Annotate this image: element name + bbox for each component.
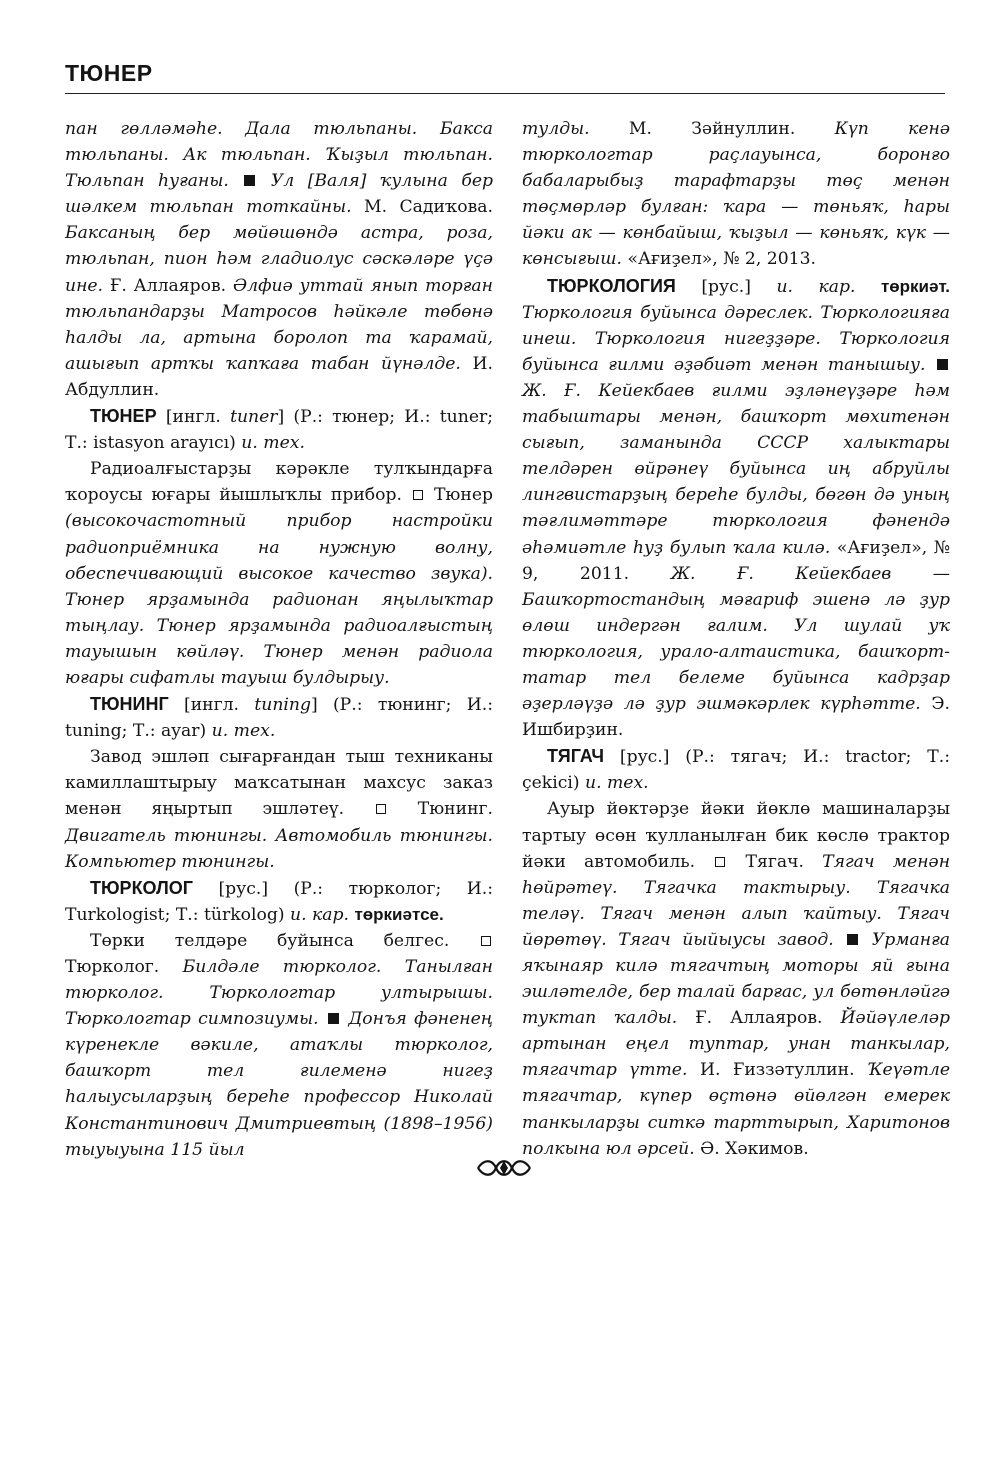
empty-square-icon: [481, 936, 491, 946]
empty-square-icon: [376, 804, 386, 814]
entry-tyagach-body: Ауыр йөктәрҙе йәки йөклө машиналарҙы тартыу өсөн ҡулланылған бик көслө трактор йәки автомобиль. Тягач. Тягач менән һөйрәтеү. Тягачка тактырыу. Тягачка теләү. Тягач менән алып ҡайтыу. Тягач йөрөтөү. Тягач йыйыусы завод. Урманға яҡынаяр килә тягачтың моторы яй ғына эшләтелде, бер талай барғас, ул бөтөнләйгә туктап ҡалды. Ғ. Аллаяров. Йәйәүлеләр артынан еңел туптар, унан танкылар, тягачтар үтте. И. Ғиззәтуллин. Ҡеүәтле тягачтар, күпер өҫтөнә өйөлгән емерек танкыларҙы ситкә тарттырып, Харитонов полкына юл әрсей. Ә. Хәкимов.: [522, 799, 951, 1159]
citation: Урманға яҡынаяр килә тягачтың моторы яй ғына эшләтелде, бер талай барғас, ул бөтөнләйгә туктап ҡалды.: [522, 929, 951, 1029]
examples: Тягач менән һөйрәтеү. Тягачка тактырыу. Тягачка теләү. Тягач менән алып ҡайтыу. Тягач йөрөтөү. Тягач йыйыусы завод.: [522, 851, 951, 950]
examples: Билдәле тюрколог. Танылған тюрколог. Тюркологтар ултырышы. Тюркологтар симпозиумы.: [65, 957, 493, 1030]
bashkir-equivalent: төркиәт.: [880, 276, 951, 296]
ornament-icon: [476, 1155, 532, 1181]
headword: ТЮРКОЛОГИЯ: [547, 275, 676, 296]
examples: Двигатель тюнингы. Автомобиль тюнингы. Компьютер тюнингы.: [65, 825, 493, 872]
entry-tyuning-body: Завод эшләп сығарғандан тыш техниканы камиллаштырыу маҡсатынан махсус заказ менән яңыртып эшләтеү. Тюнинг. Двигатель тюнингы. Автомобиль тюнингы. Компьютер тюнингы.: [65, 747, 493, 872]
entry-tyuner-body: Радиоалғыстарҙы кәрәкле тулҡындарға ҡороусы юғары йышлыҡлы прибор. Тюнер (высокочастотный прибор настройки радиоприёмника на нужную волну, обеспечивающий высокое качество звука). Тюнер ярҙамында радионан яңылыҡтар тыңлау. Тюнер ярҙамында радиоалғыстың тауышын көйләү. Тюнер менән радиола юғары сифатлы тауыш булдырыу.: [65, 459, 493, 688]
empty-square-icon: [413, 490, 423, 500]
grammar-marks: и. тех.: [211, 721, 276, 742]
headword: ТЮНЕР: [90, 406, 157, 427]
headword: ТЮНИНГ: [90, 694, 169, 715]
entry-continuation: тулды. М. Зәйнуллин. Күп кенә тюркологтар раҫлауынса, боронғо бабаларыбыҙ тарафтарҙы төҫ менән төҫмөрләр булған: ҡара — төньяҡ, һары йәки ак — көнбайыш, ҡыҙыл — көньяҡ, күк — көнсығыш. «Ағиҙел», № 2, 2013.: [522, 119, 950, 270]
citation: Йәйәүлеләр артынан еңел туптар, унан танкылар, тягачтар үтте.: [522, 1008, 950, 1081]
left-column: [65, 116, 493, 1163]
entry-tyurkolog-body: Төрки телдәре буйынса белгес. Тюрколог. Билдәле тюрколог. Танылған тюрколог. Тюркологтар ултырышы. Тюркологтар симпозиумы. Донъя фәненең күренекле вәкиле, атаҡлы тюрколог, башҡорт тел ғилеменә нигеҙ һалыусыларҙың береһе профессор Николай Константинович Дмитриевтың (1898–1956) тыуыуына 115 йыл: [65, 930, 494, 1160]
citation: Донъя фәненең күренекле вәкиле, атаҡлы тюрколог, башҡорт тел ғилеменә нигеҙ һалыусыларҙың береһе профессор Николай Константинович Дмитриевтың (1898–1956) тыуыуына 115 йыл: [65, 1009, 494, 1160]
headword: ТЯГАЧ: [547, 746, 605, 767]
entry-tyurkologiya: ТЮРКОЛОГИЯ [рус.] и. кар. төркиәт. Тюркология буйынса дәреслек. Тюркологияға инеш. Тюркология нигеҙҙәре. Тюркология буйынса ғилми әҙәбиәт менән танышыу. Ж. Ғ. Кейекбаев ғилми эҙләнеүҙәре һәм табыштары менән, башҡорт мөхитенән сығып, заманында СССР халыктары телдәрен өйрәнеү буйынса иң абруйлы лингвистарҙың береһе булды, бөгөн дә уның тәғлимәттәре тюркология фәнендә әһәмиәтле һуҙ булып ҡала килә. «Ағиҙел», № 9, 2011. Ж. Ғ. Кейекбаев — Башҡортостандың мәғариф эшенә лә ҙур өлөш индергән ғалим. Ул шулай уҡ тюркология, урало-алтаистика, башҡорт-татар тел белеме буйынса кадрҙар әҙерләүҙә лә ҙур эшмәкәрлек күрһәтте. Э. Ишбирҙин.: [522, 275, 951, 741]
citation: Ж. Ғ. Кейекбаев ғилми эҙләнеүҙәре һәм табыштары менән, башҡорт мөхитенән сығып, заманында СССР халыктары телдәрен өйрәнеү буйынса иң абруйлы лингвистарҙың береһе булды, бөгөн дә уның тәғлимәттәре тюркология фәнендә әһәмиәтле һуҙ булып ҡала килә.: [522, 380, 950, 558]
grammar-marks: и. тех.: [585, 773, 649, 794]
empty-square-icon: [715, 857, 725, 867]
header-rule: [65, 93, 945, 94]
running-head: ТЮНЕР: [65, 60, 153, 86]
entry-tyagach-head: ТЯГАЧ [рус.] (Р.: тягач; И.: tractor; Т.: çekici) и. тех.: [522, 746, 950, 794]
bashkir-equivalent: төркиәтсе.: [354, 904, 444, 924]
citation: Ҡеүәтле тягачтар, күпер өҫтөнә өйөлгән емерек танкыларҙы ситкә тарттырып, Харитонов полкына юл әрсей.: [522, 1060, 951, 1159]
page-header: [65, 58, 945, 88]
filled-square-icon: [937, 359, 948, 370]
examples: Тюркология буйынса дәреслек. Тюркологияға инеш. Тюркология нигеҙҙәре. Тюркология буйынса ғилми әҙәбиәт менән танышыу.: [522, 302, 950, 375]
filled-square-icon: [328, 1013, 339, 1024]
filled-square-icon: [847, 934, 858, 945]
definition: Төрки телдәре буйынса белгес.: [90, 930, 450, 951]
grammar-marks: и. тех.: [241, 433, 305, 454]
grammar-marks: и. кар.: [776, 276, 856, 297]
filled-square-icon: [244, 175, 255, 186]
citation: Ж. Ғ. Кейекбаев — Башҡортостандың мәғариф эшенә лә ҙур өлөш индергән ғалим. Ул шулай уҡ тюркология, урало-алтаистика, башҡорт-татар тел белеме буйынса кадрҙар әҙерләүҙә лә ҙур эшмәкәрлек күрһәтте.: [522, 563, 950, 715]
definition: Радиоалғыстарҙы кәрәкле тулҡындарға ҡороусы юғары йышлыҡлы прибор.: [65, 459, 493, 506]
right-column: [522, 116, 950, 1162]
entry-tyuner-head: ТЮНЕР [ингл. tuner] (Р.: тюнер; И.: tuner; Т.: istasyon arayıcı) и. тех.: [65, 406, 493, 454]
grammar-marks: и. кар.: [290, 904, 349, 925]
definition: Завод эшләп сығарғандан тыш техниканы камиллаштырыу маҡсатынан махсус заказ менән яңыртып эшләтеү.: [65, 747, 493, 820]
headword: ТЮРКОЛОГ: [90, 877, 193, 898]
entry-tyurkolog-head: ТЮРКОЛОГ [рус.] (Р.: тюрколог; И.: Turkologist; Т.: türkolog) и. кар. төркиәтсе.: [65, 877, 493, 925]
entry-tyuning-head: ТЮНИНГ [ингл. tuning] (Р.: тюнинг; И.: tuning; Т.: ayar) и. тех.: [65, 694, 493, 742]
entry-continuation: пан гөлләмәһе. Дала тюльпаны. Бакса тюльпаны. Ак тюльпан. Ҡыҙыл тюльпан. Тюльпан һуғаны. Ул [Валя] ҡулына бер шәлкем тюльпан тоткайны. М. Садиҡова. Баксаның бер мөйөшөндә астра, роза, тюльпан, пион һәм гладиолус сәскәләре үҫә ине. Ғ. Аллаяров. Әлфиә уттай янып торған тюльпандарҙы Матросов һәйкәле төбөнә һалды ла, артына боролоп та ҡарамай, ашығып артҡы ҡапҡаға табан йүнәлде. И. Абдуллин.: [65, 119, 494, 400]
definition: Ауыр йөктәрҙе йәки йөклө машиналарҙы тартыу өсөн ҡулланылған бик көслө трактор йәки автомобиль.: [522, 799, 950, 872]
examples: (высокочастотный прибор настройки радиоприёмника на нужную волну, обеспечивающий высокое качество звука). Тюнер ярҙамында радионан яңылыҡтар тыңлау. Тюнер ярҙамында радиоалғыстың тауышын көйләү. Тюнер менән радиола юғары сифатлы тауыш булдырыу.: [65, 511, 493, 688]
